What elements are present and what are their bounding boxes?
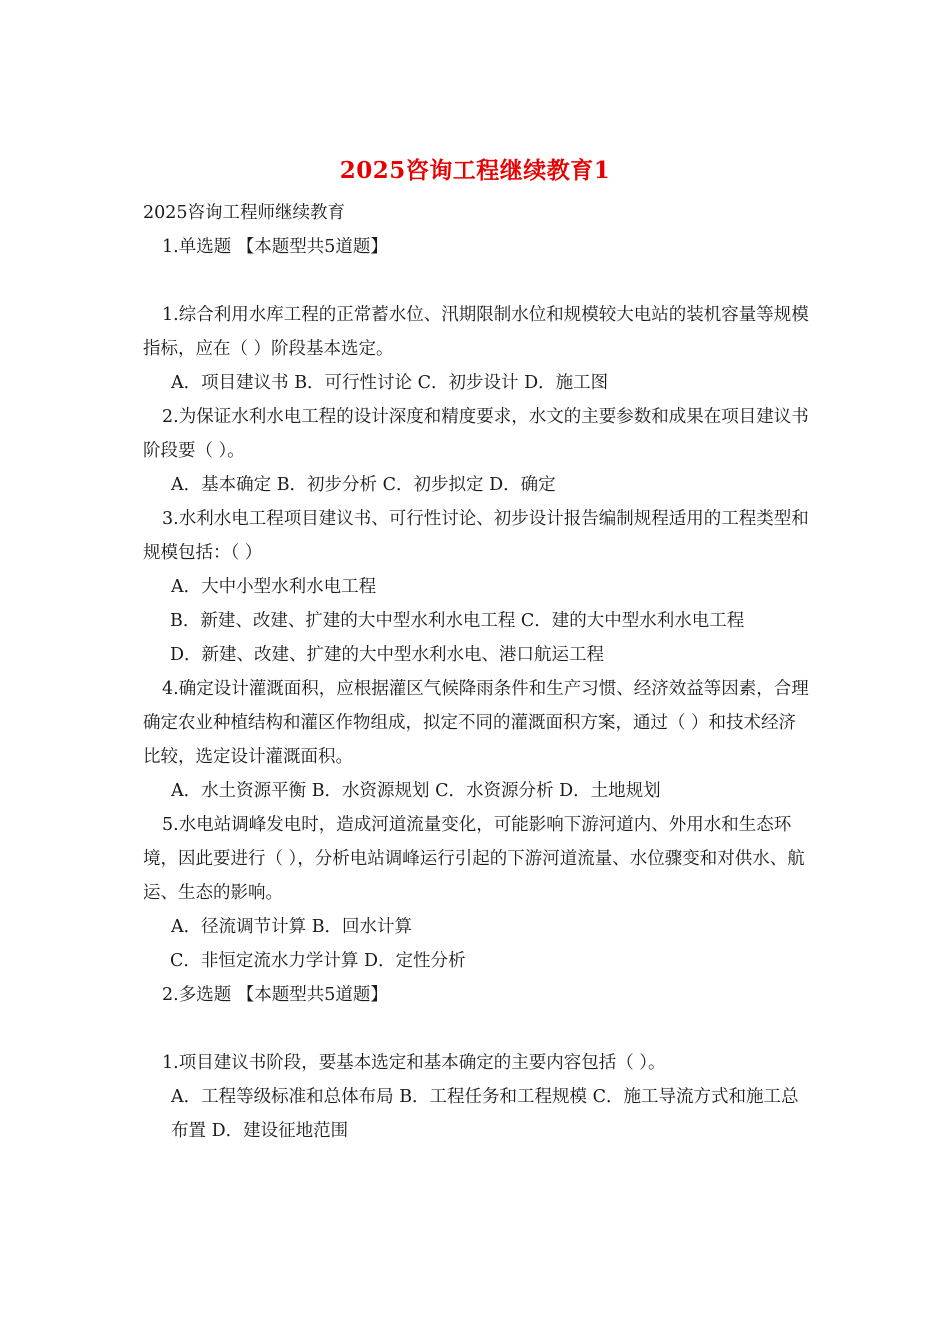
question-2-options: A．基本确定 B．初步分析 C．初步拟定 D．确定 [171,475,556,495]
spacer [143,1012,813,1046]
multi-question-1-options: A．工程等级标准和总体布局 B．工程任务和工程规模 C．施工导流方式和施工总布置 D．建设征地范围 [171,1087,799,1141]
question-3-option-a: A．大中小型水利水电工程 [171,577,377,597]
question-2: 2.为保证水利水电工程的设计深度和精度要求，水文的主要参数和成果在项目建议书阶段要（ ）。 [143,407,809,461]
question-1-options: A．项目建议书 B．可行性讨论 C．初步设计 D．施工图 [171,373,609,393]
question-4: 4.确定设计灌溉面积，应根据灌区气候降雨条件和生产习惯、经济效益等因素，合理确定农业种植结构和灌区作物组成，拟定不同的灌溉面积方案，通过（ ）和技术经济比较，选定设计灌溉面积。 [143,679,809,767]
question-5: 5.水电站调峰发电时，造成河道流量变化，可能影响下游河道内、外用水和生态环境，因此要进行（ ），分析电站调峰运行引起的下游河道流量、水位骤变和对供水、航运、生态的影响。 [143,815,805,903]
document-title: 2025咨询工程继续教育1 [339,157,611,184]
document-body [143,196,813,1148]
section-heading-multi-choice: 2.多选题 【本题型共5道题】 [162,985,388,1005]
question-1: 1.综合利用水库工程的正常蓄水位、汛期限制水位和规模较大电站的装机容量等规模指标，应在（ ）阶段基本选定。 [143,305,809,359]
spacer [143,264,813,298]
section-heading-single-choice: 1.单选题 【本题型共5道题】 [162,237,388,257]
question-4-options: A．水土资源平衡 B．水资源规划 C．水资源分析 D．土地规划 [171,781,661,801]
question-5-options-ab: A．径流调节计算 B．回水计算 [171,917,413,937]
document-subtitle: 2025咨询工程师继续教育 [143,203,346,223]
multi-question-1: 1.项目建议书阶段，要基本选定和基本确定的主要内容包括（ ）。 [162,1053,666,1073]
question-5-options-cd: C．非恒定流水力学计算 D．定性分析 [170,951,466,971]
question-3-option-bc: B．新建、改建、扩建的大中型水利水电工程 C．建的大中型水利水电工程 [170,611,745,631]
question-3: 3.水利水电工程项目建议书、可行性讨论、初步设计报告编制规程适用的工程类型和规模包括：（ ） [143,509,809,563]
question-3-option-d: D．新建、改建、扩建的大中型水利水电、港口航运工程 [170,645,605,665]
